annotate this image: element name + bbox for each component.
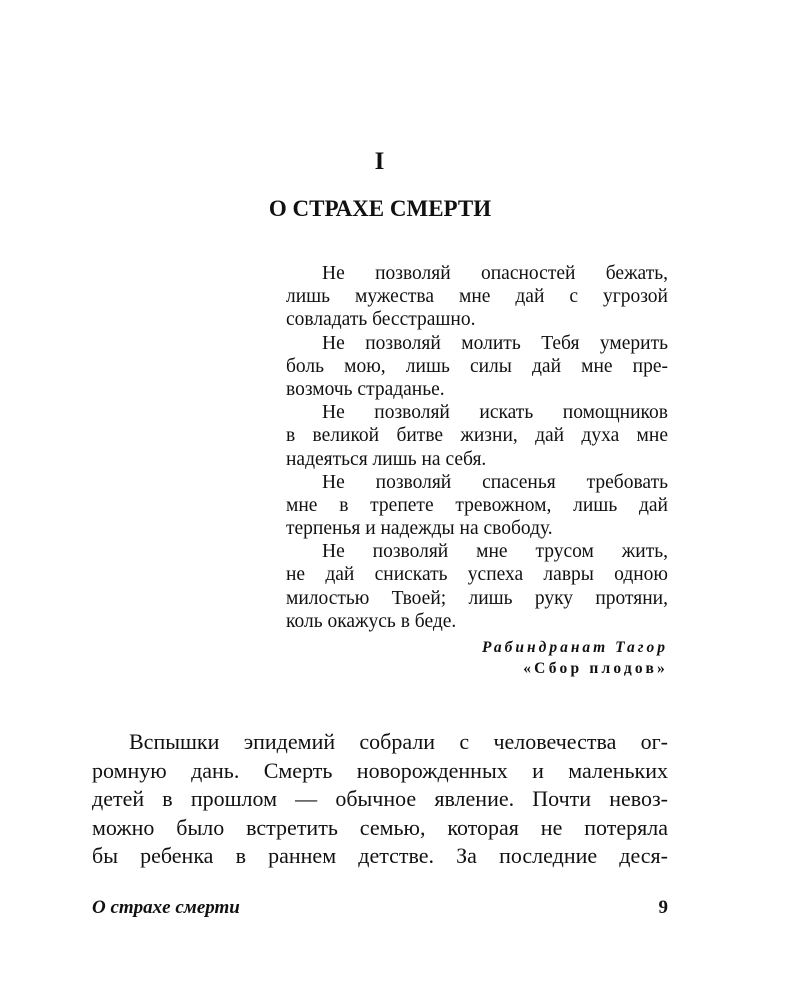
- epigraph-line: Не позволяй спасенья требовать: [322, 471, 668, 493]
- epigraph-attribution: [286, 637, 668, 679]
- epigraph-line: лишь мужества мне дай с угрозой: [286, 286, 668, 308]
- epigraph-line: мне в трепете тревожном, лишь дай: [286, 494, 668, 516]
- epigraph-line: терпенья и надежды на свободу.: [286, 518, 553, 540]
- body-text: [92, 728, 668, 871]
- epigraph-line: Не позволяй искать помощников: [322, 402, 668, 424]
- epigraph-line: милостью Твоей; лишь руку протяни,: [286, 587, 668, 609]
- epigraph: [286, 262, 668, 679]
- body-line: Вспышки эпидемий собрали с человечества ог-: [129, 729, 668, 754]
- epigraph-line: возмочь страданье.: [286, 378, 445, 400]
- epigraph-line: не дай снискать успеха лавры одною: [286, 564, 668, 586]
- body-line: можно было встретить семью, которая не потеряла: [92, 814, 668, 840]
- chapter-title: О СТРАХЕ СМЕРТИ: [268, 196, 492, 221]
- epigraph-line: Не позволяй опасностей бежать,: [322, 263, 668, 284]
- page-number: 9: [658, 897, 668, 918]
- epigraph-line: коль окажусь в беде.: [286, 610, 457, 632]
- body-line: ромную дань. Смерть новорожденных и маленьких: [92, 757, 668, 783]
- epigraph-line: совладать бесстрашно.: [286, 309, 476, 331]
- page-footer: [92, 897, 668, 923]
- epigraph-line: надеяться лишь на себя.: [286, 448, 487, 470]
- epigraph-line: Не позволяй мне трусом жить,: [322, 541, 668, 563]
- running-head: О страхе смерти: [92, 897, 240, 918]
- chapter-number: I: [374, 148, 386, 175]
- epigraph-line: Не позволяй молить Тебя умерить: [322, 332, 668, 354]
- epigraph-author: Рабиндранат Тагор: [482, 639, 668, 656]
- epigraph-line: боль мою, лишь силы дай мне пре-: [286, 355, 668, 377]
- epigraph-line: в великой битве жизни, дай духа мне: [286, 425, 668, 447]
- epigraph-source: «Сбор плодов»: [523, 660, 668, 677]
- body-line: бы ребенка в раннем детстве. За последние деся-: [92, 843, 668, 868]
- body-line: детей в прошлом — обычное явление. Почти невоз-: [92, 786, 668, 811]
